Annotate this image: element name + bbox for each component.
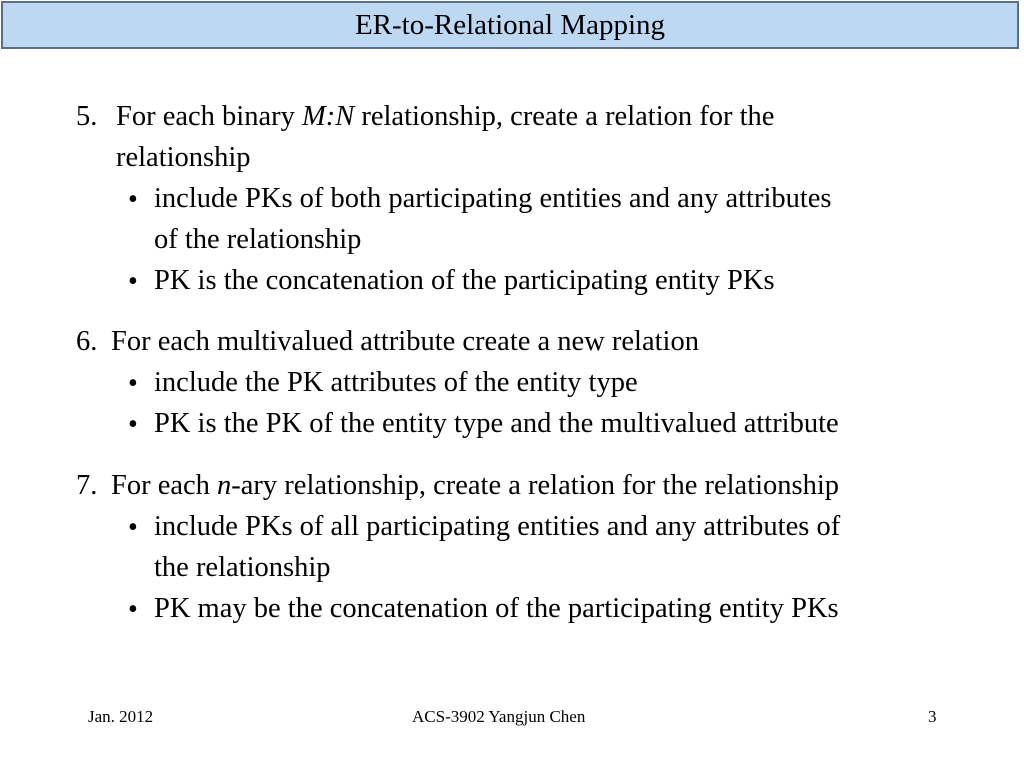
bullet-text: PK is the PK of the entity type and the multivalued attribute [154,408,839,439]
bullet-text: include PKs of both participating entities and any attributes [154,183,832,214]
bullet-icon: • [128,512,138,543]
bullet-text: the relationship [154,552,331,583]
bullet-text: include the PK attributes of the entity type [154,367,638,398]
bullet-icon: • [128,409,138,440]
bullet-text: include PKs of all participating entities and any attributes of [154,511,841,542]
footer-date: Jan. 2012 [88,707,154,726]
bullet-icon: • [128,266,138,297]
footer-course: ACS-3902 Yangjun Chen [412,707,586,726]
bullet-text: of the relationship [154,224,362,255]
bullet-icon: • [128,184,138,215]
rule-text-line: For each binary M:N relationship, create a relation for the [116,101,775,132]
rule-text-line: For each n-ary relationship, create a relation for the relationship [111,470,840,501]
footer-page-number: 3 [928,707,937,726]
bullet-text: PK is the concatenation of the participating entity PKs [154,265,775,296]
bullet-icon: • [128,368,138,399]
rule-number: 5. [76,101,98,132]
rule-number: 6. [76,326,98,357]
rule-text-line: For each multivalued attribute create a new relation [111,326,699,357]
bullet-icon: • [128,594,138,625]
rule-text-line: relationship [116,142,251,173]
slide-title: ER-to-Relational Mapping [354,8,666,41]
bullet-text: PK may be the concatenation of the participating entity PKs [154,593,839,624]
rule-number: 7. [76,470,98,501]
